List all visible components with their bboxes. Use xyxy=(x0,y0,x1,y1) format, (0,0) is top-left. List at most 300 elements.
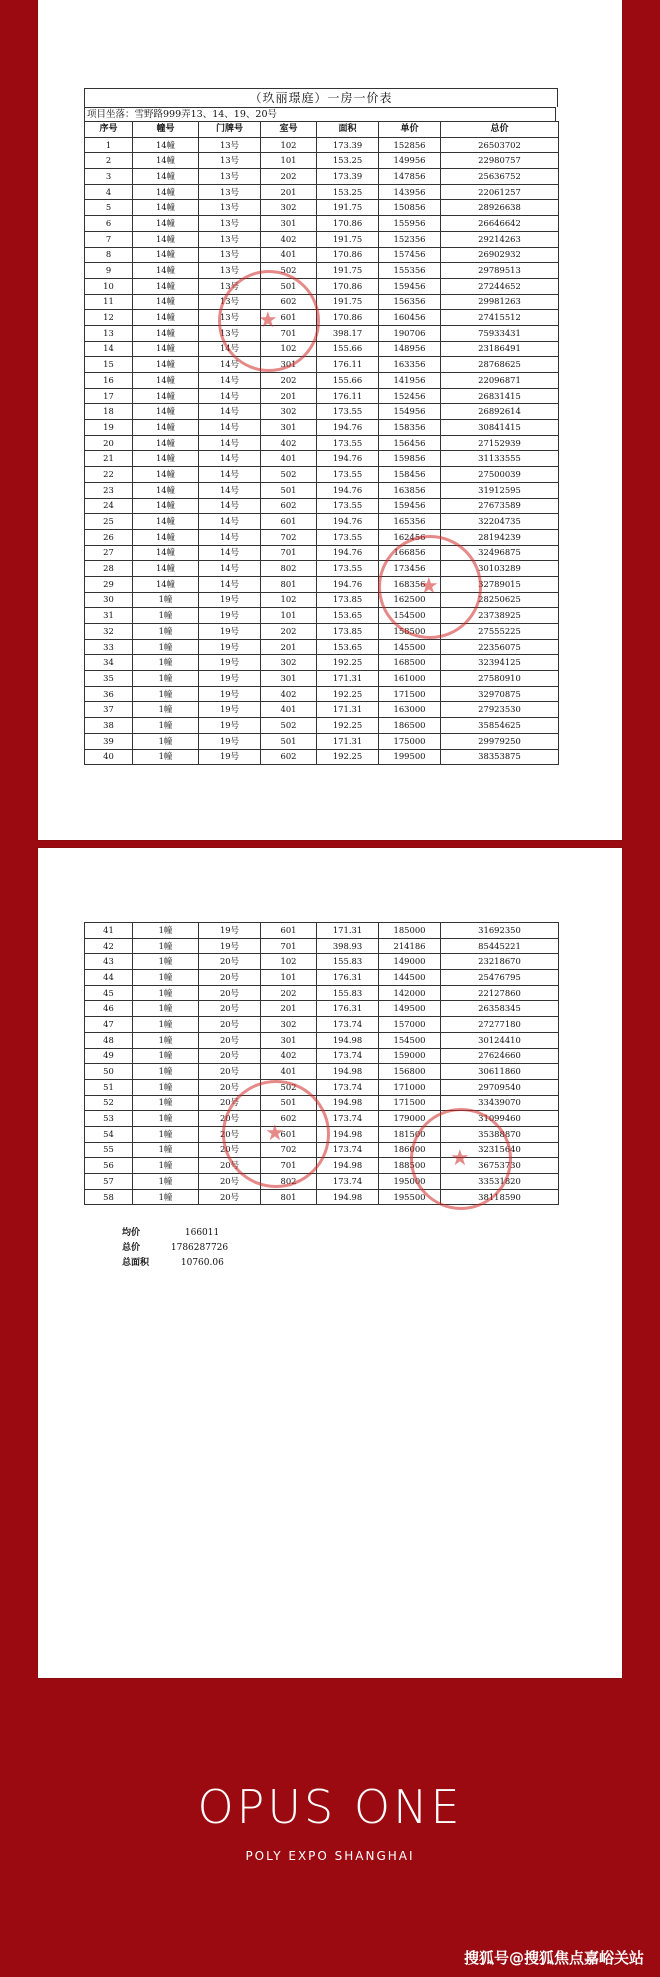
summary-label: 均价 xyxy=(122,1228,141,1238)
table-cell: 27415512 xyxy=(441,310,559,326)
table-cell: 14幢 xyxy=(133,169,199,185)
table-cell: 3 xyxy=(85,169,133,185)
table-cell: 192.25 xyxy=(317,749,379,765)
table-cell: 1 xyxy=(85,137,133,153)
table-cell: 27152939 xyxy=(441,435,559,451)
table-cell: 153.25 xyxy=(317,184,379,200)
table-cell: 29979250 xyxy=(441,733,559,749)
col-header: 幢号 xyxy=(133,122,199,138)
table-cell: 301 xyxy=(261,420,317,436)
table-cell: 32 xyxy=(85,624,133,640)
table-cell: 14号 xyxy=(199,357,261,373)
table-cell: 14幢 xyxy=(133,373,199,389)
table-cell: 802 xyxy=(261,561,317,577)
table-cell: 14幢 xyxy=(133,435,199,451)
table-row xyxy=(85,1032,559,1048)
summary-total-area xyxy=(122,1255,224,1268)
table-cell: 702 xyxy=(261,529,317,545)
table-cell: 19号 xyxy=(199,639,261,655)
table-cell: 19号 xyxy=(199,702,261,718)
table-cell: 14幢 xyxy=(133,420,199,436)
table-cell: 50 xyxy=(85,1064,133,1080)
table-cell: 13号 xyxy=(199,169,261,185)
table-cell: 14号 xyxy=(199,388,261,404)
table-cell: 158500 xyxy=(379,624,441,640)
table-cell: 35388870 xyxy=(441,1126,559,1142)
table-cell: 602 xyxy=(261,1111,317,1127)
table-cell: 156800 xyxy=(379,1064,441,1080)
table-cell: 1幢 xyxy=(133,923,199,939)
table-cell: 14幢 xyxy=(133,310,199,326)
table-cell: 149000 xyxy=(379,954,441,970)
table-cell: 154956 xyxy=(379,404,441,420)
table-cell: 43 xyxy=(85,954,133,970)
table-row xyxy=(85,514,559,530)
table-cell: 159000 xyxy=(379,1048,441,1064)
table-row xyxy=(85,686,559,702)
table-cell: 194.76 xyxy=(317,514,379,530)
seal-star-icon: ★ xyxy=(419,574,439,599)
table-cell: 27923530 xyxy=(441,702,559,718)
table-cell: 192.25 xyxy=(317,686,379,702)
table-cell: 38353875 xyxy=(441,749,559,765)
table-cell: 192.25 xyxy=(317,655,379,671)
table-cell: 157456 xyxy=(379,247,441,263)
table-cell: 171.31 xyxy=(317,923,379,939)
table-cell: 201 xyxy=(261,1001,317,1017)
table-cell: 401 xyxy=(261,702,317,718)
table-cell: 801 xyxy=(261,576,317,592)
table-cell: 398.93 xyxy=(317,938,379,954)
table-cell: 152456 xyxy=(379,388,441,404)
table-cell: 12 xyxy=(85,310,133,326)
table-cell: 29789513 xyxy=(441,263,559,279)
table-cell: 85445221 xyxy=(441,938,559,954)
table-cell: 102 xyxy=(261,341,317,357)
table-cell: 19号 xyxy=(199,624,261,640)
table-cell: 171500 xyxy=(379,686,441,702)
table-cell: 32204735 xyxy=(441,514,559,530)
table-cell: 701 xyxy=(261,325,317,341)
table-row xyxy=(85,357,559,373)
table-cell: 1幢 xyxy=(133,655,199,671)
summary-value: 1786287726 xyxy=(170,1243,229,1253)
table-cell: 14号 xyxy=(199,561,261,577)
table-cell: 186500 xyxy=(379,718,441,734)
table-cell: 155956 xyxy=(379,216,441,232)
table-cell: 22096871 xyxy=(441,373,559,389)
table-row xyxy=(85,1079,559,1095)
seal-star-icon: ★ xyxy=(258,308,278,333)
table-cell: 14幢 xyxy=(133,451,199,467)
table-cell: 145500 xyxy=(379,639,441,655)
table-cell: 19号 xyxy=(199,938,261,954)
table-cell: 26892614 xyxy=(441,404,559,420)
table-cell: 170.86 xyxy=(317,278,379,294)
table-cell: 194.98 xyxy=(317,1095,379,1111)
table-cell: 1幢 xyxy=(133,1174,199,1190)
table-cell: 148956 xyxy=(379,341,441,357)
table-cell: 602 xyxy=(261,498,317,514)
table-cell: 14幢 xyxy=(133,247,199,263)
table-cell: 155.66 xyxy=(317,341,379,357)
table-cell: 23 xyxy=(85,482,133,498)
table-cell: 194.98 xyxy=(317,1064,379,1080)
table-cell: 1幢 xyxy=(133,1158,199,1174)
table-row xyxy=(85,153,559,169)
table-cell: 14幢 xyxy=(133,482,199,498)
table-row xyxy=(85,184,559,200)
table-cell: 166856 xyxy=(379,545,441,561)
table-cell: 2 xyxy=(85,153,133,169)
table-cell: 176.31 xyxy=(317,970,379,986)
table-cell: 191.75 xyxy=(317,231,379,247)
table-cell: 13号 xyxy=(199,216,261,232)
table-cell: 14号 xyxy=(199,529,261,545)
table-cell: 41 xyxy=(85,923,133,939)
table-cell: 802 xyxy=(261,1174,317,1190)
table-cell: 701 xyxy=(261,545,317,561)
table-cell: 601 xyxy=(261,923,317,939)
table-cell: 601 xyxy=(261,310,317,326)
table-cell: 171.31 xyxy=(317,671,379,687)
table-cell: 14幢 xyxy=(133,137,199,153)
table-cell: 14幢 xyxy=(133,184,199,200)
price-table-page-1 xyxy=(84,121,559,765)
table-cell: 1幢 xyxy=(133,671,199,687)
table-cell: 20号 xyxy=(199,1111,261,1127)
table-cell: 101 xyxy=(261,608,317,624)
table-cell: 20号 xyxy=(199,985,261,1001)
col-header: 序号 xyxy=(85,122,133,138)
table-row xyxy=(85,216,559,232)
table-cell: 301 xyxy=(261,671,317,687)
table-cell: 29 xyxy=(85,576,133,592)
table-cell: 30103289 xyxy=(441,561,559,577)
table-row xyxy=(85,970,559,986)
table-cell: 29214263 xyxy=(441,231,559,247)
table-row xyxy=(85,1126,559,1142)
table-cell: 23738925 xyxy=(441,608,559,624)
table-cell: 191.75 xyxy=(317,294,379,310)
table-cell: 401 xyxy=(261,451,317,467)
table-cell: 1幢 xyxy=(133,1111,199,1127)
table-cell: 1幢 xyxy=(133,718,199,734)
table-cell: 14号 xyxy=(199,373,261,389)
table-cell: 20号 xyxy=(199,1001,261,1017)
table-cell: 173.39 xyxy=(317,137,379,153)
table-cell: 40 xyxy=(85,749,133,765)
table-cell: 22127860 xyxy=(441,985,559,1001)
table-cell: 30611860 xyxy=(441,1064,559,1080)
table-cell: 15 xyxy=(85,357,133,373)
table-cell: 502 xyxy=(261,263,317,279)
table-cell: 195500 xyxy=(379,1189,441,1205)
table-cell: 20号 xyxy=(199,1126,261,1142)
col-header: 门牌号 xyxy=(199,122,261,138)
table-cell: 1幢 xyxy=(133,938,199,954)
summary-average xyxy=(122,1225,219,1238)
table-cell: 20号 xyxy=(199,1032,261,1048)
table-cell: 57 xyxy=(85,1174,133,1190)
table-cell: 14幢 xyxy=(133,294,199,310)
table-cell: 25636752 xyxy=(441,169,559,185)
table-cell: 1幢 xyxy=(133,608,199,624)
table-cell: 194.76 xyxy=(317,482,379,498)
table-cell: 51 xyxy=(85,1079,133,1095)
table-cell: 702 xyxy=(261,1142,317,1158)
table-cell: 14幢 xyxy=(133,561,199,577)
table-cell: 35854625 xyxy=(441,718,559,734)
table-row xyxy=(85,639,559,655)
table-cell: 19号 xyxy=(199,718,261,734)
table-row xyxy=(85,1095,559,1111)
table-cell: 30841415 xyxy=(441,420,559,436)
table-cell: 163000 xyxy=(379,702,441,718)
table-cell: 19号 xyxy=(199,686,261,702)
table-cell: 35 xyxy=(85,671,133,687)
table-cell: 32394125 xyxy=(441,655,559,671)
table-cell: 165356 xyxy=(379,514,441,530)
table-cell: 194.76 xyxy=(317,420,379,436)
table-cell: 168500 xyxy=(379,655,441,671)
document-title: （玖丽璟庭）一房一价表 xyxy=(84,88,558,107)
table-cell: 13号 xyxy=(199,153,261,169)
table-cell: 1幢 xyxy=(133,639,199,655)
table-cell: 22980757 xyxy=(441,153,559,169)
table-row xyxy=(85,718,559,734)
table-row xyxy=(85,1174,559,1190)
table-cell: 27500039 xyxy=(441,467,559,483)
table-cell: 398.17 xyxy=(317,325,379,341)
table-cell: 14号 xyxy=(199,482,261,498)
table-cell: 17 xyxy=(85,388,133,404)
table-cell: 1幢 xyxy=(133,1064,199,1080)
table-cell: 1幢 xyxy=(133,702,199,718)
table-cell: 194.76 xyxy=(317,545,379,561)
table-cell: 20号 xyxy=(199,1158,261,1174)
table-cell: 31692350 xyxy=(441,923,559,939)
table-cell: 701 xyxy=(261,1158,317,1174)
table-row xyxy=(85,420,559,436)
table-cell: 19号 xyxy=(199,655,261,671)
table-cell: 173456 xyxy=(379,561,441,577)
table-cell: 188500 xyxy=(379,1158,441,1174)
table-cell: 153.25 xyxy=(317,153,379,169)
table-cell: 34 xyxy=(85,655,133,671)
table-cell: 1幢 xyxy=(133,624,199,640)
table-cell: 171000 xyxy=(379,1079,441,1095)
table-cell: 153.65 xyxy=(317,608,379,624)
table-cell: 173.39 xyxy=(317,169,379,185)
table-cell: 31 xyxy=(85,608,133,624)
table-cell: 155.83 xyxy=(317,954,379,970)
table-cell: 1幢 xyxy=(133,1142,199,1158)
table-cell: 19号 xyxy=(199,671,261,687)
table-cell: 185000 xyxy=(379,923,441,939)
table-cell: 154500 xyxy=(379,608,441,624)
table-cell: 176.31 xyxy=(317,1001,379,1017)
table-row xyxy=(85,923,559,939)
table-cell: 14号 xyxy=(199,576,261,592)
table-row xyxy=(85,404,559,420)
table-cell: 191.75 xyxy=(317,263,379,279)
table-cell: 10 xyxy=(85,278,133,294)
table-cell: 27624660 xyxy=(441,1048,559,1064)
table-cell: 102 xyxy=(261,592,317,608)
table-cell: 14幢 xyxy=(133,216,199,232)
table-cell: 44 xyxy=(85,970,133,986)
table-cell: 14幢 xyxy=(133,231,199,247)
table-cell: 13号 xyxy=(199,200,261,216)
table-cell: 20号 xyxy=(199,1095,261,1111)
table-cell: 194.98 xyxy=(317,1126,379,1142)
table-cell: 102 xyxy=(261,954,317,970)
table-cell: 501 xyxy=(261,1095,317,1111)
table-cell: 16 xyxy=(85,373,133,389)
table-cell: 13号 xyxy=(199,184,261,200)
table-cell: 173.55 xyxy=(317,467,379,483)
table-cell: 1幢 xyxy=(133,970,199,986)
table-cell: 14幢 xyxy=(133,263,199,279)
table-cell: 194.76 xyxy=(317,451,379,467)
table-cell: 14幢 xyxy=(133,388,199,404)
table-row xyxy=(85,294,559,310)
table-cell: 501 xyxy=(261,278,317,294)
table-cell: 214186 xyxy=(379,938,441,954)
table-cell: 154500 xyxy=(379,1032,441,1048)
table-cell: 101 xyxy=(261,970,317,986)
table-cell: 501 xyxy=(261,733,317,749)
table-cell: 29709540 xyxy=(441,1079,559,1095)
table-cell: 52 xyxy=(85,1095,133,1111)
table-cell: 14幢 xyxy=(133,404,199,420)
table-cell: 54 xyxy=(85,1126,133,1142)
table-cell: 20号 xyxy=(199,1174,261,1190)
table-cell: 502 xyxy=(261,718,317,734)
table-cell: 1幢 xyxy=(133,1126,199,1142)
table-cell: 142000 xyxy=(379,985,441,1001)
table-cell: 6 xyxy=(85,216,133,232)
table-cell: 163356 xyxy=(379,357,441,373)
table-row xyxy=(85,561,559,577)
table-cell: 502 xyxy=(261,467,317,483)
table-cell: 20号 xyxy=(199,970,261,986)
seal-star-icon: ★ xyxy=(450,1146,470,1171)
table-row xyxy=(85,498,559,514)
table-row xyxy=(85,278,559,294)
table-cell: 602 xyxy=(261,294,317,310)
table-cell: 101 xyxy=(261,153,317,169)
table-cell: 147856 xyxy=(379,169,441,185)
table-row xyxy=(85,655,559,671)
table-cell: 58 xyxy=(85,1189,133,1205)
table-cell: 1幢 xyxy=(133,733,199,749)
table-row xyxy=(85,1189,559,1205)
table-cell: 47 xyxy=(85,1017,133,1033)
table-cell: 401 xyxy=(261,247,317,263)
table-cell: 186000 xyxy=(379,1142,441,1158)
table-cell: 13号 xyxy=(199,278,261,294)
col-header: 室号 xyxy=(261,122,317,138)
table-cell: 13号 xyxy=(199,263,261,279)
table-cell: 28 xyxy=(85,561,133,577)
table-cell: 14号 xyxy=(199,341,261,357)
seal-star-icon: ★ xyxy=(265,1121,285,1146)
table-cell: 33439070 xyxy=(441,1095,559,1111)
table-cell: 14号 xyxy=(199,451,261,467)
table-cell: 31099460 xyxy=(441,1111,559,1127)
table-cell: 36753730 xyxy=(441,1158,559,1174)
table-cell: 102 xyxy=(261,137,317,153)
table-cell: 201 xyxy=(261,639,317,655)
table-cell: 19号 xyxy=(199,923,261,939)
table-cell: 170.86 xyxy=(317,310,379,326)
table-cell: 194.76 xyxy=(317,576,379,592)
table-cell: 181500 xyxy=(379,1126,441,1142)
table-cell: 13号 xyxy=(199,310,261,326)
table-row xyxy=(85,435,559,451)
table-cell: 173.55 xyxy=(317,498,379,514)
table-cell: 26503702 xyxy=(441,137,559,153)
col-header: 面积 xyxy=(317,122,379,138)
table-cell: 1幢 xyxy=(133,1079,199,1095)
table-cell: 502 xyxy=(261,1079,317,1095)
table-cell: 22 xyxy=(85,467,133,483)
table-row xyxy=(85,341,559,357)
table-cell: 153.65 xyxy=(317,639,379,655)
table-cell: 202 xyxy=(261,169,317,185)
table-cell: 162456 xyxy=(379,529,441,545)
table-cell: 1幢 xyxy=(133,1017,199,1033)
summary-label: 总价 xyxy=(122,1243,141,1253)
table-cell: 1幢 xyxy=(133,954,199,970)
table-cell: 149500 xyxy=(379,1001,441,1017)
table-cell: 14号 xyxy=(199,420,261,436)
table-cell: 55 xyxy=(85,1142,133,1158)
table-cell: 23186491 xyxy=(441,341,559,357)
table-cell: 163856 xyxy=(379,482,441,498)
table-cell: 11 xyxy=(85,294,133,310)
table-cell: 20号 xyxy=(199,1048,261,1064)
table-row xyxy=(85,733,559,749)
table-cell: 195000 xyxy=(379,1174,441,1190)
table-cell: 19号 xyxy=(199,733,261,749)
table-cell: 14幢 xyxy=(133,576,199,592)
price-table-page-2 xyxy=(84,922,559,1205)
table-cell: 32970875 xyxy=(441,686,559,702)
table-cell: 4 xyxy=(85,184,133,200)
table-cell: 19号 xyxy=(199,749,261,765)
table-cell: 144500 xyxy=(379,970,441,986)
table-cell: 28768625 xyxy=(441,357,559,373)
table-cell: 14幢 xyxy=(133,357,199,373)
table-row xyxy=(85,624,559,640)
table-cell: 13号 xyxy=(199,325,261,341)
table-cell: 8 xyxy=(85,247,133,263)
table-row xyxy=(85,482,559,498)
table-cell: 48 xyxy=(85,1032,133,1048)
table-cell: 150856 xyxy=(379,200,441,216)
table-cell: 49 xyxy=(85,1048,133,1064)
table-cell: 176.11 xyxy=(317,388,379,404)
table-cell: 31133555 xyxy=(441,451,559,467)
table-cell: 13 xyxy=(85,325,133,341)
project-location: 项目坐落：雪野路999弄13、14、19、20号 xyxy=(84,107,556,121)
table-row xyxy=(85,985,559,1001)
brand-subtitle: POLY EXPO SHANGHAI xyxy=(245,1849,415,1863)
table-cell: 18 xyxy=(85,404,133,420)
